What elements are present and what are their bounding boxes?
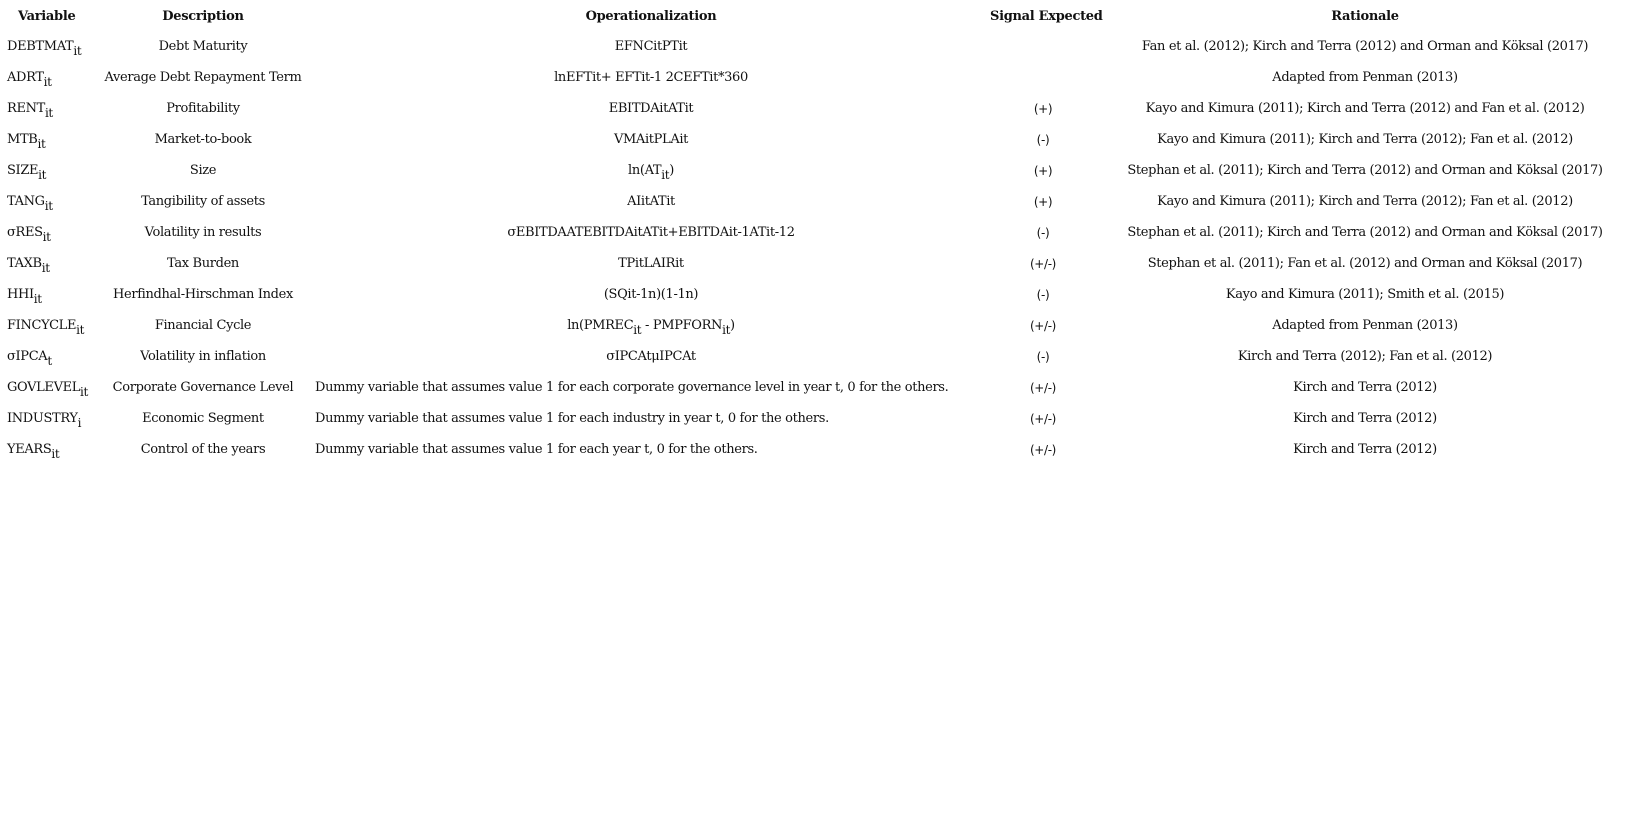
signal-expected-cell: (+/-)	[1029, 380, 1057, 395]
description-cell: Corporate Governance Level	[112, 380, 294, 395]
table-row	[0, 186, 1634, 217]
operationalization-cell	[312, 186, 990, 217]
variable-cell	[0, 62, 94, 93]
table-row	[0, 62, 1634, 93]
table-row	[0, 31, 1634, 62]
formula-text: AIitATit	[627, 194, 675, 209]
signal-expected-cell: (+/-)	[1029, 256, 1057, 271]
description-cell: Profitability	[166, 101, 240, 116]
variable-cell	[0, 341, 94, 372]
signal-expected-cell: (-)	[1036, 225, 1050, 240]
variable-cell	[0, 31, 94, 62]
signal-expected-cell: (-)	[1036, 132, 1050, 147]
variable-name: MTB	[7, 132, 38, 147]
operationalization-cell	[312, 403, 990, 434]
variable-name: RENT	[7, 101, 45, 116]
formula-text: ln(PMREC	[567, 318, 634, 333]
table-row	[0, 279, 1634, 310]
formula-subscript: it	[633, 323, 642, 337]
formula-text: ln(AT	[628, 163, 662, 178]
operationalization-cell	[312, 93, 990, 124]
table-row	[0, 93, 1634, 124]
signal-expected-cell: (+)	[1033, 194, 1053, 209]
formula-text: VMAitPLAit	[613, 132, 689, 147]
formula-text: EFNCitPTit	[614, 39, 688, 54]
variable-cell	[0, 372, 94, 403]
formula-text: σIPCAtμIPCAt	[606, 349, 696, 364]
operationalization-cell	[312, 31, 990, 62]
variable-name: INDUSTRY	[7, 411, 78, 426]
variables-table	[0, 2, 1634, 465]
table-row	[0, 434, 1634, 465]
formula-subscript: it	[661, 168, 670, 182]
variable-subscript: it	[41, 261, 50, 275]
variable-subscript: it	[38, 168, 47, 182]
table-row	[0, 248, 1634, 279]
formula-text: lnEFTit+ EFTit-1 2CEFTit*360	[554, 70, 748, 85]
signal-expected-cell	[990, 31, 1096, 62]
variable-cell	[0, 310, 94, 341]
table-header	[0, 2, 1634, 31]
rationale-cell: Stephan et al. (2011); Fan et al. (2012) and Orman and Köksal (2017)	[1147, 256, 1583, 271]
formula-text-end: )	[730, 318, 735, 333]
variable-subscript: it	[44, 199, 53, 213]
rationale-cell: Kayo and Kimura (2011); Kirch and Terra (2012); Fan et al. (2012)	[1157, 194, 1573, 209]
description-cell: Debt Maturity	[158, 39, 248, 54]
rationale-cell: Adapted from Penman (2013)	[1272, 70, 1458, 85]
variable-cell	[0, 434, 94, 465]
variable-name: GOVLEVEL	[7, 380, 81, 395]
table-row	[0, 310, 1634, 341]
formula-text: Dummy variable that assumes value 1 for each year t, 0 for the others.	[315, 442, 758, 457]
description-cell: Economic Segment	[142, 411, 264, 426]
variable-subscript: it	[33, 292, 42, 306]
variable-cell	[0, 279, 94, 310]
variable-subscript: it	[44, 106, 53, 120]
operationalization-cell	[312, 248, 990, 279]
rationale-cell: Kayo and Kimura (2011); Kirch and Terra (2012) and Fan et al. (2012)	[1145, 101, 1585, 116]
formula-text: Dummy variable that assumes value 1 for each corporate governance level in year t, 0 for the others.	[315, 380, 949, 395]
table-row	[0, 403, 1634, 434]
description-cell: Average Debt Repayment Term	[104, 70, 302, 85]
operationalization-cell	[312, 310, 990, 341]
rationale-cell: Kayo and Kimura (2011); Smith et al. (2015)	[1225, 287, 1505, 302]
signal-expected-cell: (+)	[1033, 163, 1053, 178]
header-variable: Variable	[18, 9, 76, 24]
operationalization-cell	[312, 372, 990, 403]
description-cell: Tangibility of assets	[141, 194, 265, 209]
variable-cell	[0, 248, 94, 279]
formula-text: σEBITDAATEBITDAitATit+EBITDAit-1ATit-12	[507, 225, 795, 240]
variable-subscript: it	[43, 75, 52, 89]
operationalization-cell	[312, 434, 990, 465]
rationale-cell: Kirch and Terra (2012)	[1293, 411, 1437, 426]
variable-cell	[0, 186, 94, 217]
variable-cell	[0, 217, 94, 248]
variable-subscript: it	[80, 385, 89, 399]
variable-name: YEARS	[7, 442, 52, 457]
rationale-cell: Stephan et al. (2011); Kirch and Terra (2012) and Orman and Köksal (2017)	[1127, 225, 1603, 240]
operationalization-cell	[312, 62, 990, 93]
table-row	[0, 341, 1634, 372]
description-cell: Herfindhal-Hirschman Index	[113, 287, 293, 302]
operationalization-cell	[312, 155, 990, 186]
description-cell: Financial Cycle	[154, 318, 252, 333]
formula-text: (SQit-1n)(1-1n)	[603, 287, 699, 302]
operationalization-cell	[312, 124, 990, 155]
table-body	[0, 31, 1634, 465]
variable-subscript: it	[37, 137, 46, 151]
table-row	[0, 372, 1634, 403]
rationale-cell: Stephan et al. (2011); Kirch and Terra (2012) and Orman and Köksal (2017)	[1127, 163, 1603, 178]
operationalization-cell	[312, 217, 990, 248]
variable-name: DEBTMAT	[7, 39, 74, 54]
variable-subscript: it	[42, 230, 51, 244]
variable-cell	[0, 93, 94, 124]
formula-text: EBITDAitATit	[608, 101, 694, 116]
description-cell: Size	[189, 163, 217, 178]
table-row	[0, 217, 1634, 248]
description-cell: Volatility in inflation	[140, 349, 266, 364]
rationale-cell: Kirch and Terra (2012)	[1293, 380, 1437, 395]
variable-subscript: it	[73, 44, 82, 58]
table-row	[0, 124, 1634, 155]
header-row	[0, 2, 1634, 31]
header-operationalization: Operationalization	[585, 9, 717, 24]
rationale-cell: Kirch and Terra (2012); Fan et al. (2012)	[1237, 349, 1493, 364]
operationalization-cell	[312, 341, 990, 372]
signal-expected-cell	[990, 62, 1096, 93]
variable-name: TANG	[7, 194, 45, 209]
variable-subscript: i	[77, 416, 82, 430]
variable-name: ADRT	[7, 70, 44, 85]
signal-expected-cell: (+/-)	[1029, 318, 1057, 333]
description-cell: Control of the years	[140, 442, 266, 457]
rationale-cell: Fan et al. (2012); Kirch and Terra (2012) and Orman and Köksal (2017)	[1141, 39, 1589, 54]
rationale-cell: Kayo and Kimura (2011); Kirch and Terra (2012); Fan et al. (2012)	[1157, 132, 1573, 147]
formula-text-mid: )	[669, 163, 674, 178]
description-cell: Market-to-book	[154, 132, 252, 147]
variable-name: σRES	[7, 225, 43, 240]
header-rationale: Rationale	[1331, 9, 1399, 24]
variable-name: TAXB	[7, 256, 42, 271]
variable-name: HHI	[7, 287, 34, 302]
variable-subscript: it	[76, 323, 85, 337]
variable-name: SIZE	[7, 163, 39, 178]
description-cell: Volatility in results	[144, 225, 262, 240]
variable-subscript: t	[47, 354, 52, 368]
formula-subscript-2: it	[722, 323, 731, 337]
variable-subscript: it	[51, 447, 60, 461]
signal-expected-cell: (-)	[1036, 349, 1050, 364]
variable-name: FINCYCLE	[7, 318, 77, 333]
signal-expected-cell: (+/-)	[1029, 442, 1057, 457]
formula-text: Dummy variable that assumes value 1 for each industry in year t, 0 for the others.	[315, 411, 829, 426]
operationalization-cell	[312, 279, 990, 310]
table-row	[0, 155, 1634, 186]
variable-name: σIPCA	[7, 349, 48, 364]
header-signal-expected: Signal Expected	[990, 9, 1103, 24]
signal-expected-cell: (-)	[1036, 287, 1050, 302]
formula-text: TPitLAIRit	[618, 256, 684, 271]
variable-cell	[0, 124, 94, 155]
variable-cell	[0, 403, 94, 434]
rationale-cell: Kirch and Terra (2012)	[1293, 442, 1437, 457]
formula-text-mid: - PMPFORN	[641, 318, 723, 333]
signal-expected-cell: (+)	[1033, 101, 1053, 116]
variable-cell	[0, 155, 94, 186]
header-description: Description	[162, 9, 244, 24]
rationale-cell: Adapted from Penman (2013)	[1272, 318, 1458, 333]
description-cell: Tax Burden	[167, 256, 239, 271]
signal-expected-cell: (+/-)	[1029, 411, 1057, 426]
